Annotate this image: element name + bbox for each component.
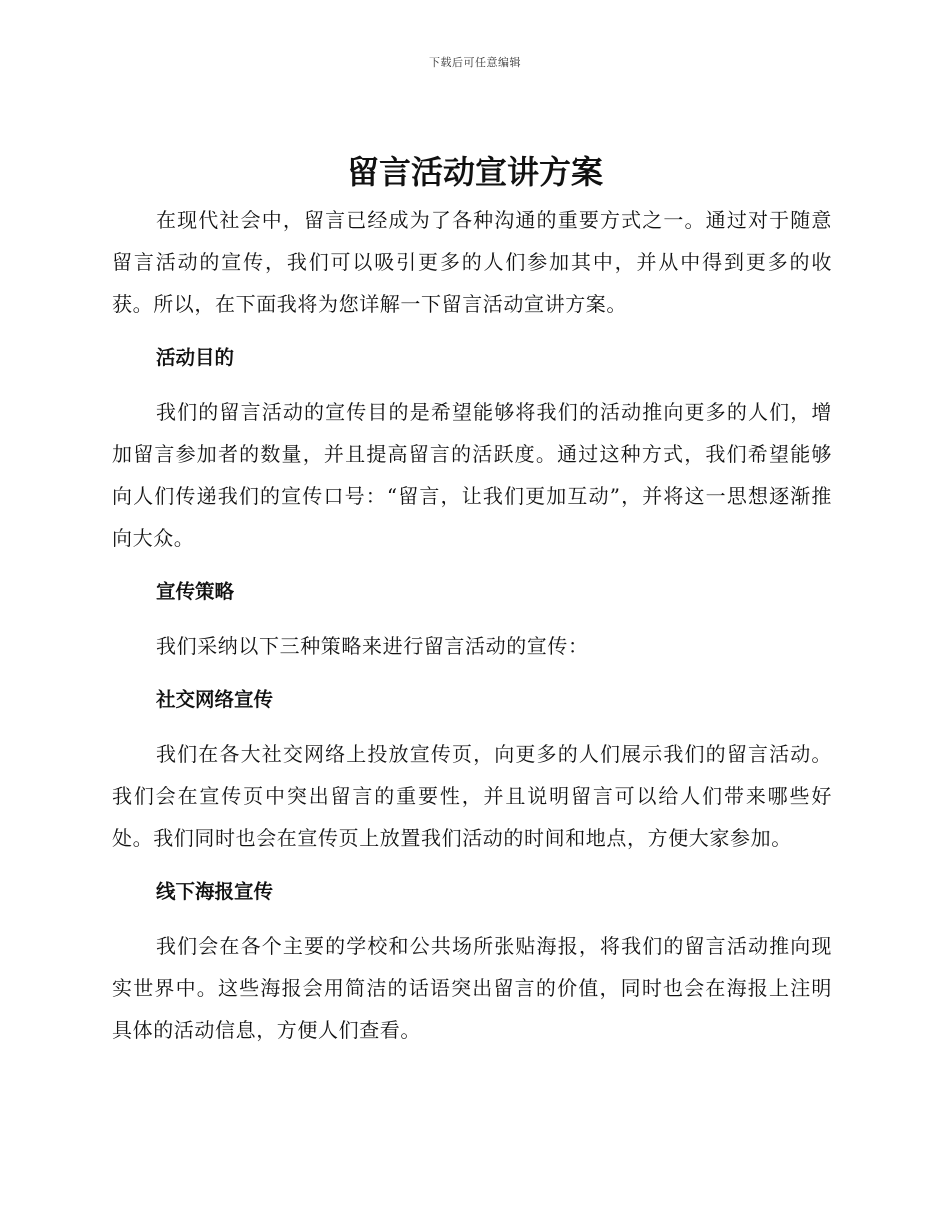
section-heading-purpose: 活动目的	[156, 346, 235, 369]
section-heading-strategy: 宣传策略	[156, 580, 235, 603]
section-heading-offline-poster: 线下海报宣传	[156, 880, 274, 903]
document-body	[112, 199, 832, 1051]
intro-paragraph: 在现代社会中，留言已经成为了各种沟通的重要方式之一。通过对于随意留言活动的宣传，我们可以吸引更多的人们参加其中，并从中得到更多的收获。所以，在下面我将为您详解一下留言活动宣讲方案。	[112, 208, 832, 316]
section-body-offline-poster: 我们会在各个主要的学校和公共场所张贴海报，将我们的留言活动推向现实世界中。这些海报会用简洁的话语突出留言的价值，同时也会在海报上注明具体的活动信息，方便人们查看。	[112, 934, 832, 1042]
page-header-note: 下载后可任意编辑	[429, 56, 521, 69]
document-title: 留言活动宣讲方案	[346, 153, 603, 191]
section-body-purpose: 我们的留言活动的宣传目的是希望能够将我们的活动推向更多的人们，增加留言参加者的数量，并且提高留言的活跃度。通过这种方式，我们希望能够向人们传递我们的宣传口号：“留言，让我们更加互动”，并将这一思想逐渐推向大众。	[112, 400, 832, 550]
section-heading-social-network: 社交网络宣传	[156, 688, 274, 711]
section-body-social-network: 我们在各大社交网络上投放宣传页，向更多的人们展示我们的留言活动。我们会在宣传页中突出留言的重要性，并且说明留言可以给人们带来哪些好处。我们同时也会在宣传页上放置我们活动的时间和地点，方便大家参加。	[112, 742, 832, 850]
section-body-strategy: 我们采纳以下三种策略来进行留言活动的宣传：	[156, 634, 589, 658]
